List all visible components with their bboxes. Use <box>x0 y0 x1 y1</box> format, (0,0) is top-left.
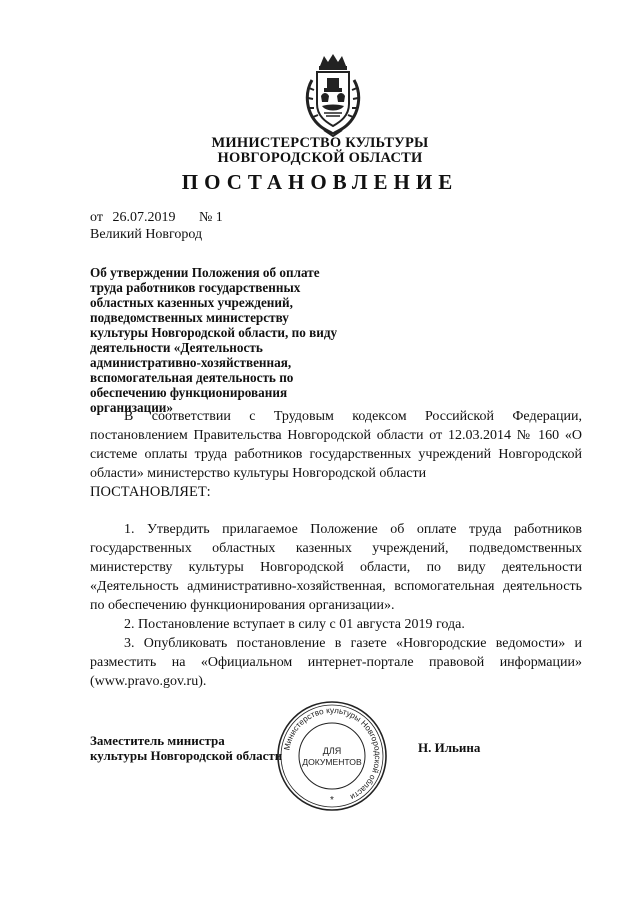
subject-line: областных казенных учреждений, <box>90 295 293 310</box>
subject-line: Об утверждении Положения об оплате <box>90 265 320 280</box>
stamp-ring-text: Министерство культуры Новгородской области <box>282 705 383 802</box>
subject-line: деятельности «Деятельность <box>90 340 263 355</box>
date-number-line <box>90 210 229 226</box>
ministry-line-1: МИНИСТЕРСТВО КУЛЬТУРЫ <box>211 135 429 151</box>
item-3-paragraph: 3. Опубликовать постановление в газете «Новгородские ведомости» и разместить на «Официальном интернет-портале правовой информации» (www.pravo.gov.ru). <box>90 636 582 689</box>
item-2-paragraph: 2. Постановление вступает в силу с 01 августа 2019 года. <box>124 617 465 632</box>
date-prefix: от <box>90 210 103 225</box>
document-number: № 1 <box>198 210 223 225</box>
stamp-star-symbol: * <box>330 795 334 806</box>
signatory-title-line-1: Заместитель министра <box>90 733 225 748</box>
subject-line: административно-хозяйственная, <box>90 355 292 370</box>
signatory-name: Н. Ильина <box>418 740 481 755</box>
preamble-paragraph: В соответствии с Трудовым кодексом Российской Федерации, постановлением Правительства Новгородской области от 12.03.2014 № 160 «О системе оплаты труда работников государственных учреждений Новгородской области» министерство культуры Новгородской области <box>90 409 582 481</box>
subject-line: вспомогательная деятельность по <box>90 370 294 385</box>
stamp-center-line-2: ДОКУМЕНТОВ <box>302 757 362 767</box>
official-stamp <box>276 700 388 812</box>
ministry-line-2: НОВГОРОДСКОЙ ОБЛАСТИ <box>217 150 423 166</box>
coat-of-arms-icon <box>300 52 366 138</box>
signatory-title-line-2: культуры Новгородской области <box>90 748 283 763</box>
resolves-heading: ПОСТАНОВЛЯЕТ: <box>90 484 211 500</box>
document-body <box>90 407 582 691</box>
item-1-paragraph: 1. Утвердить прилагаемое Положение об оплате труда работников государственных областных казенных учреждений, подведомственных министерству культуры Новгородской области, по виду деятельности «Деятельность административно-хозяйственная, вспомогательная деятельность по обеспечению функционирования организации». <box>90 522 582 613</box>
document-place: Великий Новгород <box>90 227 203 242</box>
document-type-title: ПОСТАНОВЛЕНИЕ <box>181 170 459 194</box>
document-subject <box>90 265 390 415</box>
subject-line: культуры Новгородской области, по виду <box>90 325 338 340</box>
subject-line: подведомственных министерству <box>90 310 289 325</box>
subject-line: труда работников государственных <box>90 280 301 295</box>
subject-line: организации» <box>90 400 173 415</box>
ministry-name <box>0 136 640 166</box>
stamp-center-line-1: ДЛЯ <box>322 746 342 756</box>
signatory-title <box>90 733 282 763</box>
document-date: 26.07.2019 <box>112 210 176 225</box>
subject-line: обеспечению функционирования <box>90 385 288 400</box>
